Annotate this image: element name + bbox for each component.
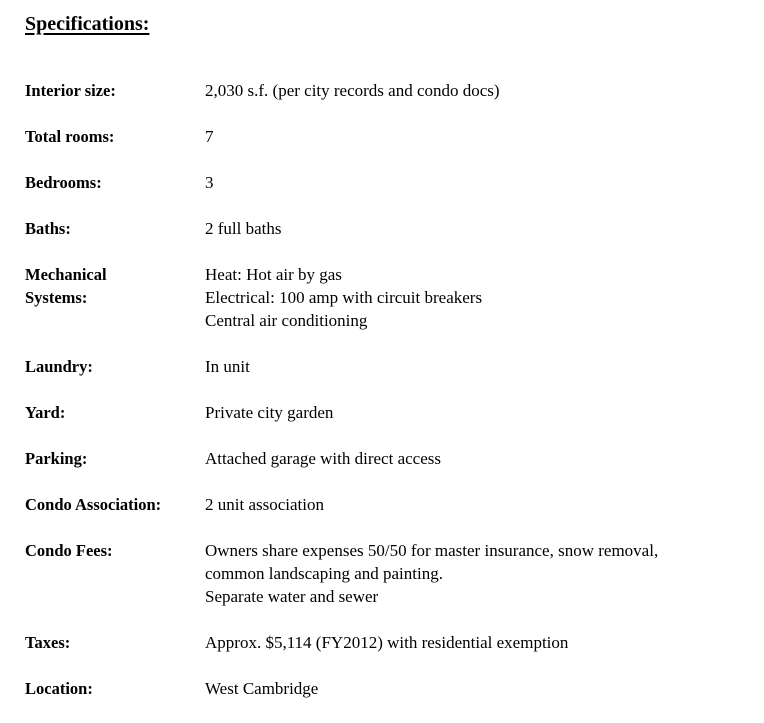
spec-row-condo-fees	[25, 539, 755, 608]
spec-label-line: Location:	[25, 679, 93, 698]
spec-row-bedrooms	[25, 171, 755, 194]
spec-value	[205, 125, 755, 148]
spec-label-line: Parking:	[25, 449, 88, 468]
spec-value-line: Approx. $5,114 (FY2012) with residential exemption	[205, 633, 569, 652]
spec-value	[205, 447, 755, 470]
spec-label	[25, 79, 205, 102]
spec-value-line: 7	[205, 127, 214, 146]
spec-label-line: Condo Fees:	[25, 541, 113, 560]
spec-value	[205, 355, 755, 378]
spec-value-line: West Cambridge	[205, 679, 319, 698]
spec-row-baths	[25, 217, 755, 240]
spec-value-line: Heat: Hot air by gas	[205, 265, 342, 284]
spec-label	[25, 401, 205, 424]
spec-label-line: Condo Association:	[25, 495, 162, 514]
spec-label-line: Yard:	[25, 403, 66, 422]
specifications-list	[25, 79, 755, 723]
spec-value-line: common landscaping and painting.	[205, 564, 443, 583]
spec-label	[25, 493, 205, 516]
spec-value-line: Separate water and sewer	[205, 587, 379, 606]
spec-row-total-rooms	[25, 125, 755, 148]
spec-label-line: Laundry:	[25, 357, 93, 376]
spec-value	[205, 677, 755, 700]
spec-value	[205, 263, 755, 332]
spec-row-laundry	[25, 355, 755, 378]
spec-label-line: Total rooms:	[25, 127, 115, 146]
spec-row-taxes	[25, 631, 755, 654]
spec-label	[25, 539, 205, 562]
spec-label	[25, 125, 205, 148]
spec-value-line: Central air conditioning	[205, 311, 368, 330]
spec-row-mechanical-systems	[25, 263, 755, 332]
spec-label	[25, 631, 205, 654]
spec-row-parking	[25, 447, 755, 470]
spec-value	[205, 493, 755, 516]
spec-value	[205, 631, 755, 654]
spec-value	[205, 79, 755, 102]
spec-label-line: Interior size:	[25, 81, 116, 100]
spec-label	[25, 263, 205, 309]
spec-value-line: Private city garden	[205, 403, 334, 422]
spec-label	[25, 355, 205, 378]
spec-label-line: Bedrooms:	[25, 173, 102, 192]
spec-value	[205, 539, 755, 608]
spec-row-location	[25, 677, 755, 700]
spec-value-line: Owners share expenses 50/50 for master insurance, snow removal,	[205, 541, 659, 560]
spec-label-line: Taxes:	[25, 633, 71, 652]
spec-value-line: 2,030 s.f. (per city records and condo docs)	[205, 81, 500, 100]
spec-value-line: Attached garage with direct access	[205, 449, 441, 468]
spec-label-line: Baths:	[25, 219, 71, 238]
spec-value-line: 2 unit association	[205, 495, 324, 514]
spec-value	[205, 401, 755, 424]
spec-value	[205, 171, 755, 194]
spec-label-line: Systems:	[25, 288, 88, 307]
spec-value-line: 2 full baths	[205, 219, 282, 238]
spec-label	[25, 171, 205, 194]
spec-value	[205, 217, 755, 240]
spec-label	[25, 677, 205, 700]
spec-label	[25, 447, 205, 470]
spec-label-line: Mechanical	[25, 265, 107, 284]
page-title: Specifications:	[25, 13, 150, 35]
spec-value-line: Electrical: 100 amp with circuit breakers	[205, 288, 483, 307]
spec-row-interior-size	[25, 79, 755, 102]
spec-label	[25, 217, 205, 240]
spec-value-line: 3	[205, 173, 214, 192]
spec-row-yard	[25, 401, 755, 424]
spec-row-condo-association	[25, 493, 755, 516]
spec-value-line: In unit	[205, 357, 250, 376]
